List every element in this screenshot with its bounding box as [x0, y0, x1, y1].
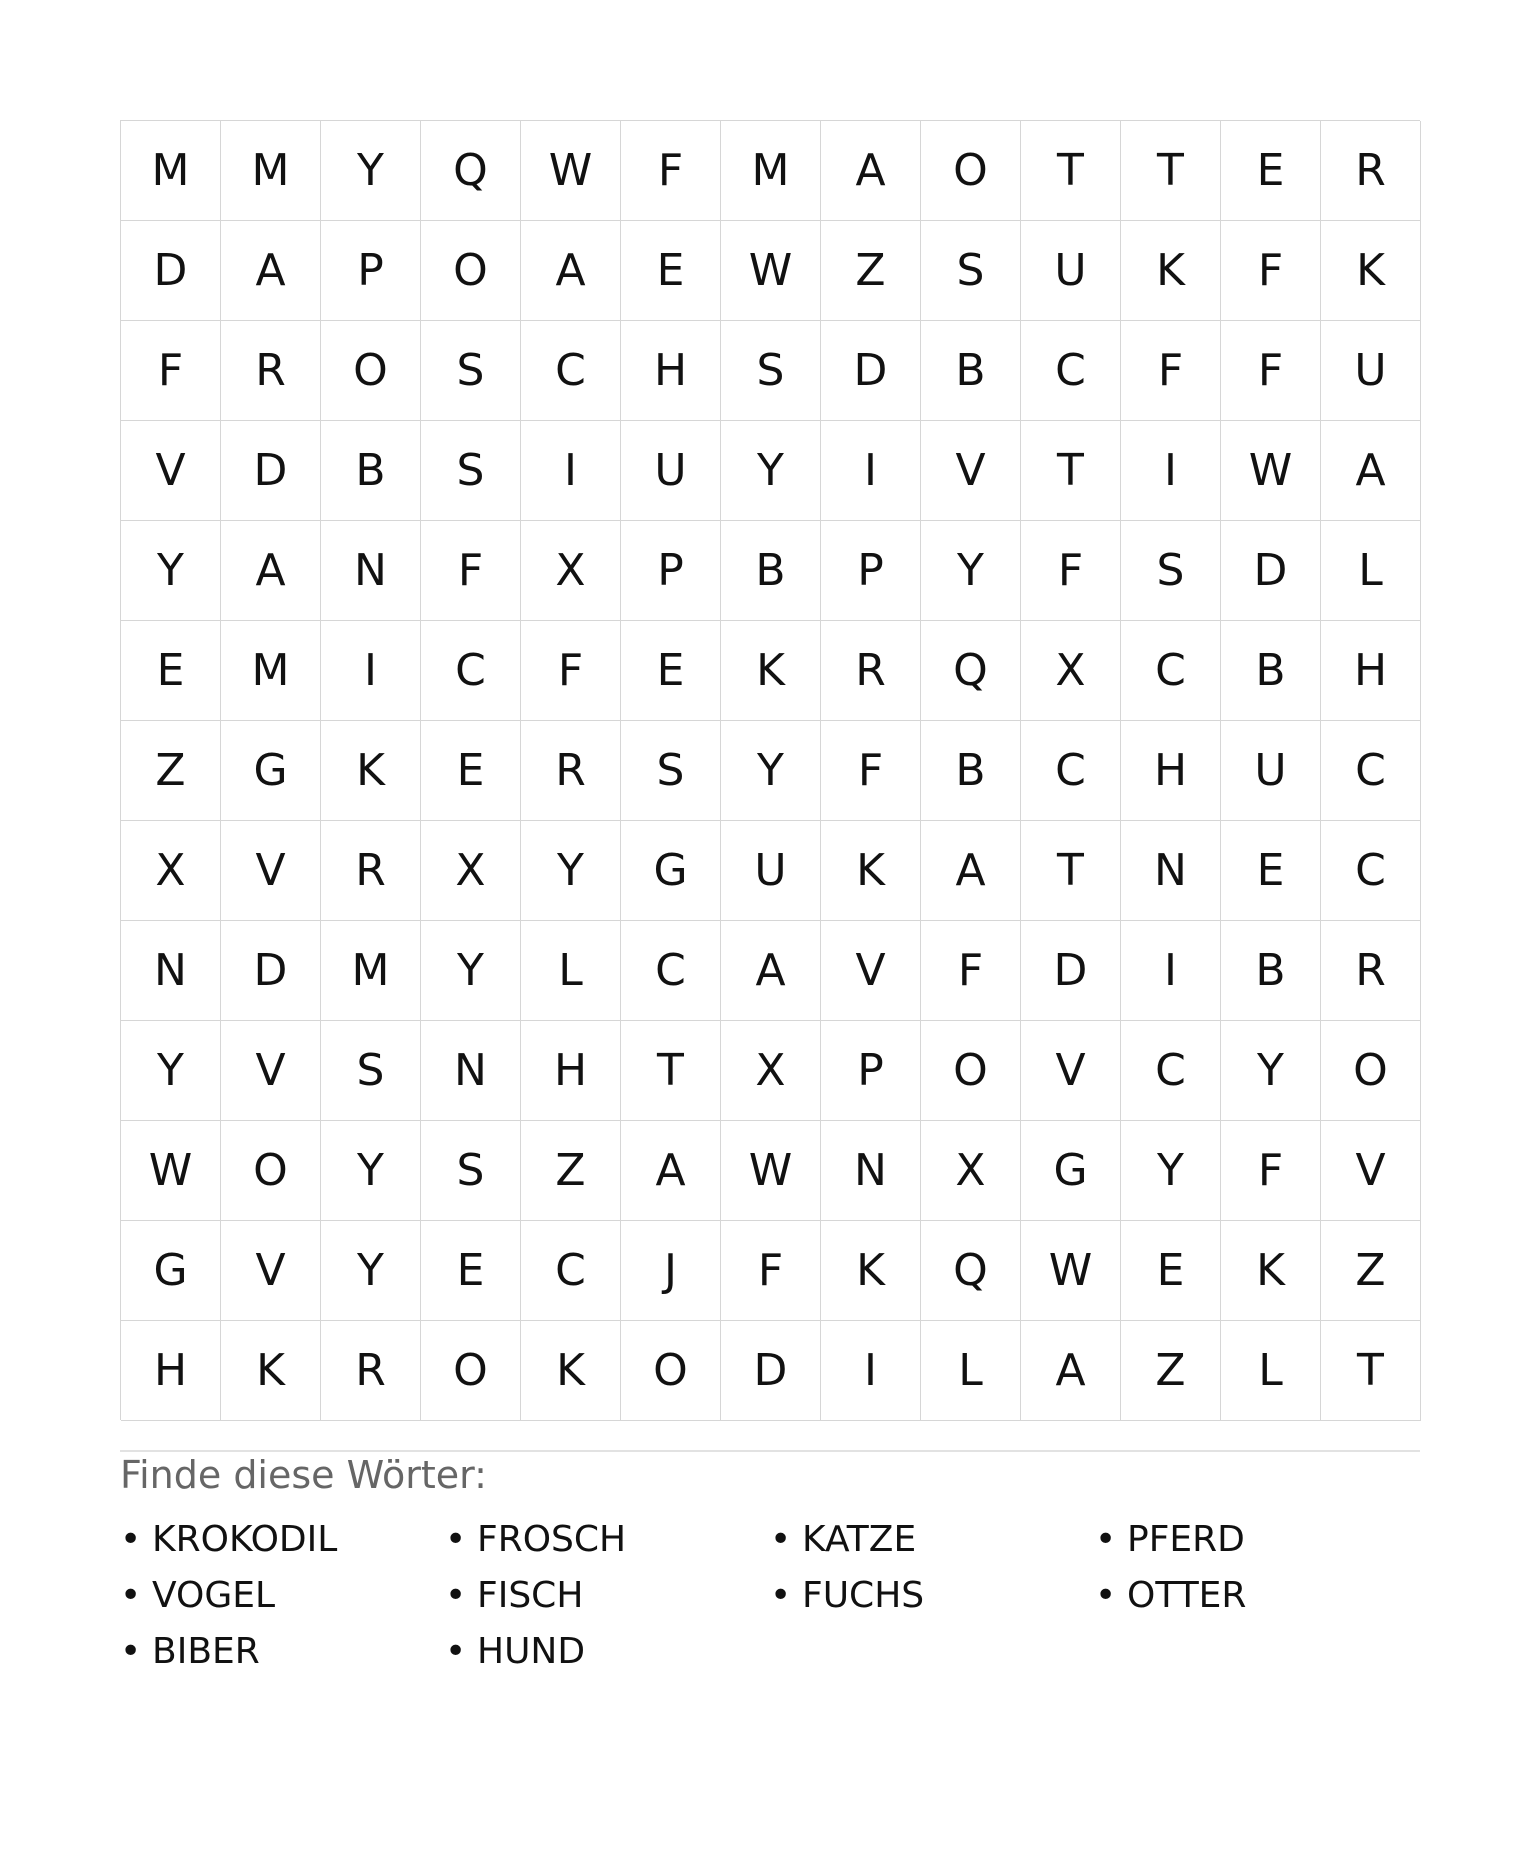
grid-cell[interactable]: B — [721, 521, 821, 621]
grid-cell[interactable]: W — [1021, 1221, 1121, 1321]
grid-cell[interactable]: I — [1121, 921, 1221, 1021]
grid-cell[interactable]: T — [1021, 821, 1121, 921]
word-list-item — [445, 1568, 770, 1624]
grid-cell[interactable]: G — [221, 721, 321, 821]
grid-cell[interactable]: H — [521, 1021, 621, 1121]
grid-cell[interactable]: V — [921, 421, 1021, 521]
grid-cell[interactable]: Y — [321, 1221, 421, 1321]
grid-cell[interactable]: S — [421, 1121, 521, 1221]
letter-grid — [120, 120, 1420, 1420]
bullet-icon: • — [770, 1575, 792, 1616]
grid-cell[interactable]: W — [121, 1121, 221, 1221]
grid-cell[interactable]: I — [821, 421, 921, 521]
grid-cell[interactable]: I — [1121, 421, 1221, 521]
grid-cell[interactable]: U — [721, 821, 821, 921]
grid-cell[interactable]: F — [1221, 321, 1321, 421]
grid-cell[interactable]: Y — [721, 721, 821, 821]
grid-cell[interactable]: V — [121, 421, 221, 521]
grid-cell[interactable]: C — [1321, 721, 1421, 821]
grid-cell[interactable]: T — [1321, 1321, 1421, 1421]
grid-cell[interactable]: C — [1121, 1021, 1221, 1121]
grid-cell[interactable]: P — [621, 521, 721, 621]
grid-cell[interactable]: Y — [421, 921, 521, 1021]
grid-cell[interactable]: Y — [121, 521, 221, 621]
grid-cell[interactable]: D — [221, 421, 321, 521]
bullet-icon: • — [770, 1519, 792, 1560]
grid-cell[interactable]: H — [1321, 621, 1421, 721]
grid-cell[interactable]: R — [821, 621, 921, 721]
grid-cell[interactable]: F — [1121, 321, 1221, 421]
grid-cell[interactable]: K — [321, 721, 421, 821]
grid-cell[interactable]: D — [721, 1321, 821, 1421]
grid-cell[interactable]: D — [121, 221, 221, 321]
grid-cell[interactable]: Q — [921, 1221, 1021, 1321]
grid-cell[interactable]: X — [721, 1021, 821, 1121]
grid-cell[interactable]: Z — [1121, 1321, 1221, 1421]
grid-cell[interactable]: U — [621, 421, 721, 521]
grid-cell[interactable]: M — [721, 121, 821, 221]
grid-cell[interactable]: K — [1221, 1221, 1321, 1321]
grid-cell[interactable]: W — [521, 121, 621, 221]
bullet-icon: • — [120, 1631, 142, 1672]
bullet-icon: • — [1095, 1575, 1117, 1616]
grid-cell[interactable]: C — [1321, 821, 1421, 921]
grid-cell[interactable]: Y — [921, 521, 1021, 621]
bullet-icon: • — [445, 1519, 467, 1560]
grid-cell[interactable]: O — [1321, 1021, 1421, 1121]
grid-cell[interactable]: N — [321, 521, 421, 621]
grid-cell[interactable]: T — [621, 1021, 721, 1121]
grid-cell[interactable]: K — [721, 621, 821, 721]
grid-cell[interactable]: X — [121, 821, 221, 921]
grid-cell[interactable]: M — [121, 121, 221, 221]
grid-cell[interactable]: E — [1121, 1221, 1221, 1321]
grid-cell[interactable]: G — [121, 1221, 221, 1321]
grid-cell[interactable]: K — [1321, 221, 1421, 321]
grid-cell[interactable]: X — [521, 521, 621, 621]
grid-cell[interactable]: H — [621, 321, 721, 421]
grid-cell[interactable]: F — [521, 621, 621, 721]
grid-cell[interactable]: S — [1121, 521, 1221, 621]
grid-cell[interactable]: S — [421, 421, 521, 521]
grid-cell[interactable]: A — [521, 221, 621, 321]
grid-cell[interactable]: O — [621, 1321, 721, 1421]
word-label: FUCHS — [802, 1575, 925, 1616]
grid-cell[interactable]: X — [921, 1121, 1021, 1221]
grid-cell[interactable]: Z — [521, 1121, 621, 1221]
word-label: HUND — [477, 1631, 586, 1672]
grid-cell[interactable]: Z — [121, 721, 221, 821]
grid-cell[interactable]: U — [1321, 321, 1421, 421]
grid-cell[interactable]: A — [221, 521, 321, 621]
bullet-icon: • — [120, 1519, 142, 1560]
grid-cell[interactable]: C — [1121, 621, 1221, 721]
grid-cell[interactable]: X — [421, 821, 521, 921]
grid-cell[interactable]: E — [1221, 821, 1321, 921]
grid-cell[interactable]: Y — [521, 821, 621, 921]
grid-cell[interactable]: K — [521, 1321, 621, 1421]
word-list-item — [120, 1568, 445, 1624]
word-list-item — [770, 1512, 1095, 1568]
grid-cell[interactable]: Y — [321, 1121, 421, 1221]
grid-cell[interactable]: S — [421, 321, 521, 421]
grid-cell[interactable]: R — [321, 1321, 421, 1421]
word-label: KROKODIL — [152, 1519, 338, 1560]
word-list-item — [1095, 1568, 1420, 1624]
word-list-item — [120, 1512, 445, 1568]
word-list-item — [445, 1512, 770, 1568]
grid-cell[interactable]: D — [821, 321, 921, 421]
grid-cell[interactable]: O — [921, 121, 1021, 221]
grid-cell[interactable]: S — [721, 321, 821, 421]
grid-cell[interactable]: N — [821, 1121, 921, 1221]
grid-cell[interactable]: S — [321, 1021, 421, 1121]
grid-cell[interactable]: D — [1021, 921, 1121, 1021]
bullet-icon: • — [1095, 1519, 1117, 1560]
grid-cell[interactable]: C — [421, 621, 521, 721]
grid-cell[interactable]: Z — [1321, 1221, 1421, 1321]
grid-cell[interactable]: M — [221, 121, 321, 221]
word-label: FROSCH — [477, 1519, 627, 1560]
grid-cell[interactable]: N — [1121, 821, 1221, 921]
grid-cell[interactable]: K — [221, 1321, 321, 1421]
grid-cell[interactable]: R — [1321, 921, 1421, 1021]
grid-cell[interactable]: F — [921, 921, 1021, 1021]
grid-cell[interactable]: A — [621, 1121, 721, 1221]
grid-cell[interactable]: W — [1221, 421, 1321, 521]
grid-cell[interactable]: H — [121, 1321, 221, 1421]
bullet-icon: • — [445, 1575, 467, 1616]
word-list-item — [1095, 1512, 1420, 1568]
grid-cell[interactable]: E — [621, 621, 721, 721]
grid-cell[interactable]: V — [221, 821, 321, 921]
grid-cell[interactable]: N — [421, 1021, 521, 1121]
grid-cell[interactable]: O — [921, 1021, 1021, 1121]
grid-cell[interactable]: A — [821, 121, 921, 221]
grid-cell[interactable]: F — [621, 121, 721, 221]
grid-cell[interactable]: C — [1021, 321, 1121, 421]
grid-cell[interactable]: V — [1321, 1121, 1421, 1221]
grid-cell[interactable]: P — [321, 221, 421, 321]
grid-cell[interactable]: A — [1321, 421, 1421, 521]
grid-cell[interactable]: V — [221, 1021, 321, 1121]
grid-cell[interactable]: E — [1221, 121, 1321, 221]
grid-cell[interactable]: F — [421, 521, 521, 621]
grid-cell[interactable]: J — [621, 1221, 721, 1321]
grid-cell[interactable]: Q — [421, 121, 521, 221]
grid-cell[interactable]: F — [1221, 1121, 1321, 1221]
word-label: OTTER — [1127, 1575, 1247, 1616]
grid-cell[interactable]: A — [1021, 1321, 1121, 1421]
grid-cell[interactable]: B — [321, 421, 421, 521]
grid-cell[interactable]: E — [421, 721, 521, 821]
grid-cell[interactable]: R — [321, 821, 421, 921]
grid-cell[interactable]: Z — [821, 221, 921, 321]
grid-cell[interactable]: F — [1221, 221, 1321, 321]
grid-cell[interactable]: I — [521, 421, 621, 521]
grid-cell[interactable]: Y — [121, 1021, 221, 1121]
grid-cell[interactable]: C — [621, 921, 721, 1021]
grid-cell[interactable]: R — [1321, 121, 1421, 221]
grid-cell[interactable]: E — [421, 1221, 521, 1321]
grid-cell[interactable]: V — [221, 1221, 321, 1321]
grid-cell[interactable]: K — [1121, 221, 1221, 321]
grid-cell[interactable]: C — [521, 321, 621, 421]
grid-cell[interactable]: Y — [321, 121, 421, 221]
grid-cell[interactable]: X — [1021, 621, 1121, 721]
grid-cell[interactable]: V — [1021, 1021, 1121, 1121]
grid-cell[interactable]: A — [921, 821, 1021, 921]
grid-cell[interactable]: F — [721, 1221, 821, 1321]
grid-cell[interactable]: Q — [921, 621, 1021, 721]
grid-cell[interactable]: M — [321, 921, 421, 1021]
grid-cell[interactable]: L — [1221, 1321, 1321, 1421]
grid-cell[interactable]: M — [221, 621, 321, 721]
grid-cell[interactable]: K — [821, 821, 921, 921]
grid-cell[interactable]: I — [821, 1321, 921, 1421]
word-list-item — [445, 1624, 770, 1680]
grid-cell[interactable]: W — [721, 221, 821, 321]
grid-cell[interactable]: T — [1021, 421, 1121, 521]
grid-cell[interactable]: O — [421, 221, 521, 321]
grid-cell[interactable]: W — [721, 1121, 821, 1221]
grid-cell[interactable]: F — [1021, 521, 1121, 621]
word-label: BIBER — [152, 1631, 260, 1672]
grid-cell[interactable]: C — [521, 1221, 621, 1321]
bullet-icon: • — [120, 1575, 142, 1616]
grid-cell[interactable]: P — [821, 1021, 921, 1121]
word-label: KATZE — [802, 1519, 917, 1560]
grid-cell[interactable]: C — [1021, 721, 1121, 821]
grid-cell[interactable]: L — [921, 1321, 1021, 1421]
grid-cell[interactable]: B — [921, 721, 1021, 821]
grid-cell[interactable]: V — [821, 921, 921, 1021]
grid-cell[interactable]: T — [1121, 121, 1221, 221]
grid-cell[interactable]: R — [221, 321, 321, 421]
grid-cell[interactable]: U — [1021, 221, 1121, 321]
grid-cell[interactable]: S — [621, 721, 721, 821]
word-list — [120, 1512, 1420, 1680]
word-list-item — [770, 1568, 1095, 1624]
grid-cell[interactable]: L — [1321, 521, 1421, 621]
grid-cell[interactable]: B — [1221, 621, 1321, 721]
grid-cell[interactable]: E — [621, 221, 721, 321]
grid-cell[interactable]: N — [121, 921, 221, 1021]
grid-cell[interactable]: G — [1021, 1121, 1121, 1221]
grid-cell[interactable]: G — [621, 821, 721, 921]
grid-cell[interactable]: O — [421, 1321, 521, 1421]
bullet-icon: • — [445, 1631, 467, 1672]
grid-cell[interactable]: B — [1221, 921, 1321, 1021]
grid-cell[interactable]: T — [1021, 121, 1121, 221]
grid-cell[interactable]: D — [1221, 521, 1321, 621]
grid-cell[interactable]: E — [121, 621, 221, 721]
grid-cell[interactable]: H — [1121, 721, 1221, 821]
grid-cell[interactable]: S — [921, 221, 1021, 321]
grid-cell[interactable]: R — [521, 721, 621, 821]
grid-cell[interactable]: B — [921, 321, 1021, 421]
grid-cell[interactable]: Y — [721, 421, 821, 521]
grid-cell[interactable]: A — [221, 221, 321, 321]
grid-cell[interactable]: L — [521, 921, 621, 1021]
grid-cell[interactable]: D — [221, 921, 321, 1021]
word-list-item — [120, 1624, 445, 1680]
word-label: VOGEL — [152, 1575, 276, 1616]
grid-cell[interactable]: I — [321, 621, 421, 721]
grid-cell[interactable]: O — [321, 321, 421, 421]
word-label: PFERD — [1127, 1519, 1245, 1560]
grid-cell[interactable]: F — [121, 321, 221, 421]
grid-cell[interactable]: F — [821, 721, 921, 821]
instruction-text: Finde diese Wörter: — [120, 1453, 487, 1497]
grid-cell[interactable]: Y — [1121, 1121, 1221, 1221]
grid-cell[interactable]: P — [821, 521, 921, 621]
grid-cell[interactable]: Y — [1221, 1021, 1321, 1121]
word-label: FISCH — [477, 1575, 584, 1616]
grid-cell[interactable]: A — [721, 921, 821, 1021]
grid-cell[interactable]: K — [821, 1221, 921, 1321]
grid-cell[interactable]: U — [1221, 721, 1321, 821]
grid-cell[interactable]: O — [221, 1121, 321, 1221]
